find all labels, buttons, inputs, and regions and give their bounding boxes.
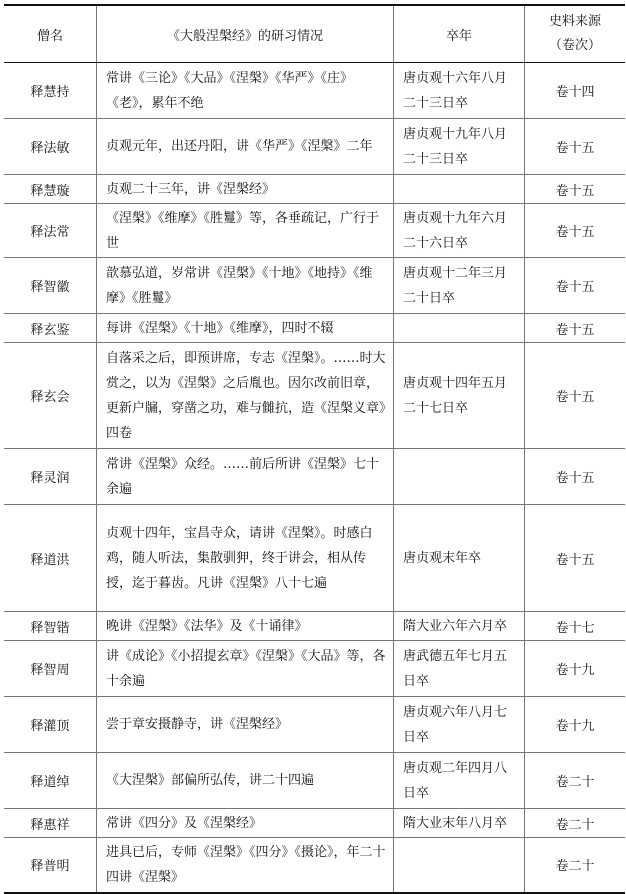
cell-name: 释道绰 <box>4 753 97 809</box>
cell-source: 卷十四 <box>525 63 626 119</box>
table-row <box>4 314 625 343</box>
table-row <box>4 343 625 449</box>
cell-name: 释法敏 <box>4 119 97 175</box>
cell-death <box>394 175 525 204</box>
cell-source: 卷二十 <box>525 809 626 838</box>
table-row <box>4 753 625 809</box>
header-source <box>525 5 626 63</box>
cell-study: 贞观元年，出还丹阳，讲《华严》《涅槃》二年 <box>97 119 394 175</box>
table-row <box>4 119 625 175</box>
table-row <box>4 258 625 314</box>
table-row <box>4 204 625 258</box>
cell-death: 隋大业末年八月卒 <box>394 809 525 838</box>
cell-name: 释智锴 <box>4 612 97 641</box>
cell-name: 释普明 <box>4 838 97 893</box>
cell-study: 《大涅槃》部偏所弘传，讲二十四遍 <box>97 753 394 809</box>
cell-death <box>394 449 525 505</box>
cell-study: 讲《成论》《小招提玄章》《涅槃》《大品》等，各十余遍 <box>97 641 394 697</box>
cell-study: 贞观二十三年，讲《涅槃经》 <box>97 175 394 204</box>
cell-death: 唐贞观二年四月八日卒 <box>394 753 525 809</box>
cell-study: 常讲《三论》《大品》《涅槃》《华严》《庄》《老》，累年不绝 <box>97 63 394 119</box>
table-row <box>4 175 625 204</box>
cell-death: 唐贞观末年卒 <box>394 505 525 612</box>
cell-study: 每讲《涅槃》《十地》《维摩》，四时不辍 <box>97 314 394 343</box>
cell-study: 自落采之后，即预讲席，专志《涅槃》。……时大赏之，以为《涅槃》之后胤也。因尔改前旧章，更新户牖，穿凿之功，难与雠抗，造《涅槃义章》四卷 <box>97 343 394 449</box>
table-row <box>4 63 625 119</box>
cell-source: 卷十九 <box>525 641 626 697</box>
table-row <box>4 505 625 612</box>
header-source-line1: 史料来源 <box>548 14 601 29</box>
cell-source: 卷二十 <box>525 753 626 809</box>
cell-name: 释慧璇 <box>4 175 97 204</box>
cell-name: 释玄鉴 <box>4 314 97 343</box>
cell-name: 释慧持 <box>4 63 97 119</box>
header-source-line2: （卷次） <box>548 38 601 53</box>
cell-source: 卷十五 <box>525 119 626 175</box>
table-row <box>4 838 625 893</box>
cell-study: 晚讲《涅槃》《法华》及《十诵律》 <box>97 612 394 641</box>
cell-name: 释智周 <box>4 641 97 697</box>
table-row <box>4 809 625 838</box>
table-body <box>4 63 625 893</box>
cell-study: 歆慕弘道，岁常讲《涅槃》《十地》《地持》《维摩》《胜鬘》 <box>97 258 394 314</box>
cell-death: 唐贞观十六年八月二十三日卒 <box>394 63 525 119</box>
header-name: 僧名 <box>4 5 97 63</box>
cell-name: 释道洪 <box>4 505 97 612</box>
monk-nirvana-sutra-table <box>4 4 625 894</box>
cell-name: 释玄会 <box>4 343 97 449</box>
cell-source: 卷十五 <box>525 343 626 449</box>
cell-source: 卷十九 <box>525 697 626 753</box>
table-row <box>4 449 625 505</box>
cell-death: 唐武德五年七月五日卒 <box>394 641 525 697</box>
table-row <box>4 641 625 697</box>
cell-death: 唐贞观十四年五月二十七日卒 <box>394 343 525 449</box>
cell-death: 隋大业六年六月卒 <box>394 612 525 641</box>
cell-name: 释灵润 <box>4 449 97 505</box>
cell-death: 唐贞观六年八月七日卒 <box>394 697 525 753</box>
cell-source: 卷十七 <box>525 612 626 641</box>
cell-death: 唐贞观十九年八月二十三日卒 <box>394 119 525 175</box>
cell-death <box>394 314 525 343</box>
table-row <box>4 697 625 753</box>
cell-source: 卷十五 <box>525 258 626 314</box>
cell-source: 卷十五 <box>525 449 626 505</box>
cell-source: 卷十五 <box>525 505 626 612</box>
header-death-year: 卒年 <box>394 5 525 63</box>
cell-name: 释惠祥 <box>4 809 97 838</box>
cell-name: 释法常 <box>4 204 97 258</box>
cell-death: 唐贞观十九年六月二十六日卒 <box>394 204 525 258</box>
table-header <box>4 5 625 63</box>
cell-source: 卷十五 <box>525 314 626 343</box>
cell-study: 尝于章安摄静寺，讲《涅槃经》 <box>97 697 394 753</box>
cell-source: 卷十五 <box>525 175 626 204</box>
cell-study: 常讲《涅槃》众经。……前后所讲《涅槃》七十余遍 <box>97 449 394 505</box>
cell-death <box>394 838 525 893</box>
cell-source: 卷二十 <box>525 838 626 893</box>
cell-death: 唐贞观十二年三月二十日卒 <box>394 258 525 314</box>
cell-study: 《涅槃》《维摩》《胜鬘》等，各垂疏记，广行于世 <box>97 204 394 258</box>
cell-name: 释智徽 <box>4 258 97 314</box>
cell-name: 释灌顶 <box>4 697 97 753</box>
cell-study: 贞观十四年，宝昌寺众，请讲《涅槃》。时感白鸡，随人听法，集散驯狎，终于讲会，相从传授，迄于暮齿。凡讲《涅槃》八十七遍 <box>97 505 394 612</box>
header-row <box>4 5 625 63</box>
header-study: 《大般涅槃经》的研习情况 <box>97 5 394 63</box>
cell-study: 进具已后，专师《涅槃》《四分》《摄论》，年二十四讲《涅槃》 <box>97 838 394 893</box>
cell-study: 常讲《四分》及《涅槃经》 <box>97 809 394 838</box>
table-row <box>4 612 625 641</box>
cell-source: 卷十五 <box>525 204 626 258</box>
